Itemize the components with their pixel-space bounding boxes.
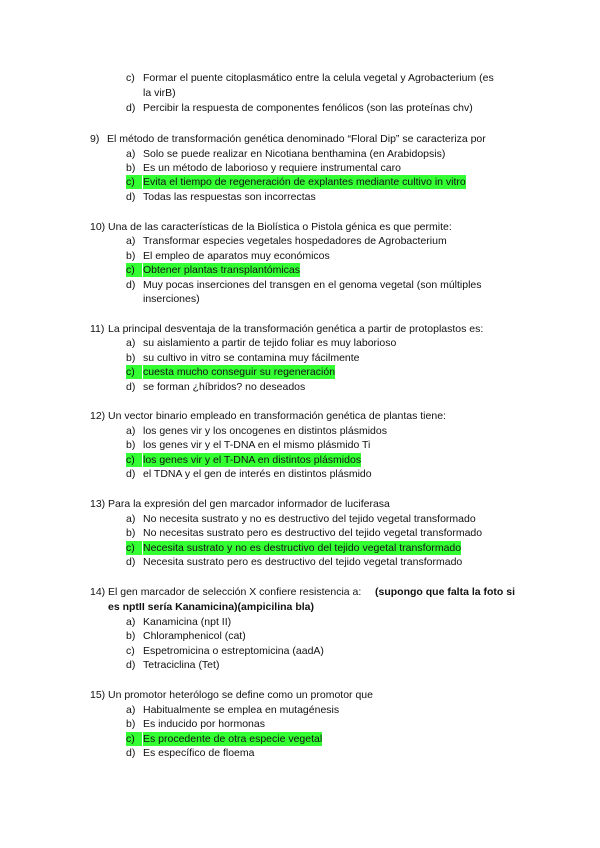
option-letter-highlighted: c) [126,453,142,467]
option-text: Solo se puede realizar en Nicotiana benthamina (en Arabidopsis) [143,148,446,160]
option-letter: a) [126,337,136,349]
option-text-highlighted: Evita el tiempo de regeneración de explantes mediante cultivo in vitro [143,176,466,188]
option-letter: d) [126,659,136,671]
option-text: No necesitas sustrato pero es destructivo del tejido vegetal transformado [143,527,483,539]
option-text: Es un método de laborioso y requiere instrumental caro [143,162,401,174]
option-letter-highlighted: c) [126,263,142,277]
option-letter: b) [126,250,136,262]
option-letter: d) [126,556,136,568]
option-letter: a) [126,704,136,716]
question-number: 15) [90,689,106,701]
option-text: Todas las respuestas son incorrectas [143,191,316,203]
question-stem: El gen marcador de selección X confiere resistencia a: [108,586,362,598]
option-text: Es específico de floema [143,747,255,759]
option-text: se forman ¿híbridos? no deseados [143,381,306,393]
option-letter: d) [126,747,136,759]
question-number: 14) [90,586,106,598]
option-text: el TDNA y el gen de interés en distintos plásmido [143,468,372,480]
option-letter-highlighted: c) [126,365,142,379]
option-letter: a) [126,425,136,437]
option-text: Tetraciclina (Tet) [143,659,220,671]
option-letter-highlighted: c) [126,732,142,746]
option-text-highlighted: Obtener plantas transplantómicas [143,264,301,276]
option-letter: b) [126,439,136,451]
option-letter-highlighted: c) [126,175,142,189]
question-stem: La principal desventaja de la transformación genética a partir de protoplastos es: [108,323,484,335]
option-text-continuation: la virB) [143,87,176,99]
option-text: Muy pocas inserciones del transgen en el genoma vegetal (son múltiples [143,279,482,291]
option-text: Chloramphenicol (cat) [143,630,246,642]
question-stem: Un vector binario empleado en transformación genética de plantas tiene: [108,410,446,422]
option-text: su cultivo in vitro se contamina muy fácilmente [143,352,360,364]
question-number: 13) [90,498,106,510]
option-text-highlighted: Es procedente de otra especie vegetal [143,733,323,745]
option-letter: b) [126,630,136,642]
option-letter: a) [126,148,136,160]
option-text: Necesita sustrato pero es destructivo del tejido vegetal transformado [143,556,463,568]
option-text: Transformar especies vegetales hospedadores de Agrobacterium [143,235,447,247]
option-letter: b) [126,162,136,174]
option-text: los genes vir y el T-DNA en el mismo plásmido Ti [143,439,371,451]
option-text: Kanamicina (npt II) [143,616,232,628]
option-text: su aislamiento a partir de tejido foliar es muy laborioso [143,337,397,349]
option-letter: d) [126,191,136,203]
question-note-bold: (supongo que falta la foto si [375,586,515,598]
question-number: 12) [90,410,106,422]
question-stem: Para la expresión del gen marcador informador de luciferasa [108,498,390,510]
question-stem: El método de transformación genética denominado “Floral Dip” se caracteriza por [107,133,486,145]
option-text-continuation: inserciones) [143,293,200,305]
option-text: Percibir la respuesta de componentes fenólicos (son las proteínas chv) [143,102,473,114]
option-letter: c) [126,72,135,84]
question-number: 10) [90,221,106,233]
option-letter: b) [126,352,136,364]
option-letter: a) [126,513,136,525]
option-letter: a) [126,235,136,247]
option-letter: d) [126,381,136,393]
option-text: Es inducido por hormonas [143,718,265,730]
option-text: los genes vir y los oncogenes en distintos plásmidos [143,425,387,437]
option-text: El empleo de aparatos muy económicos [143,250,330,262]
option-text-highlighted: cuesta mucho conseguir su regeneración [143,366,336,378]
option-letter: a) [126,616,136,628]
question-number: 11) [90,323,105,335]
option-text-highlighted: los genes vir y el T-DNA en distintos plásmidos [143,454,362,466]
question-stem: Un promotor heterólogo se define como un promotor que [108,689,373,701]
option-letter: b) [126,718,136,730]
option-letter: d) [126,468,136,480]
option-text: Formar el puente citoplasmático entre la celula vegetal y Agrobacterium (es [143,72,494,84]
option-letter: b) [126,527,136,539]
option-text: Habitualmente se emplea en mutagénesis [143,704,340,716]
option-letter: d) [126,102,136,114]
option-text: Espetromicina o estreptomicina (aadA) [143,645,324,657]
question-note-bold-continuation: es nptII sería Kanamicina)(ampicilina bla) [108,601,314,613]
option-text-highlighted: Necesita sustrato y no es destructivo del tejido vegetal transformado [143,542,462,554]
question-stem: Una de las características de la Biolística o Pistola génica es que permite: [108,221,452,233]
option-text: No necesita sustrato y no es destructivo del tejido vegetal transformado [143,513,476,525]
option-letter-highlighted: c) [126,541,142,555]
question-number: 9) [90,133,100,145]
option-letter: c) [126,645,135,657]
option-letter: d) [126,279,136,291]
